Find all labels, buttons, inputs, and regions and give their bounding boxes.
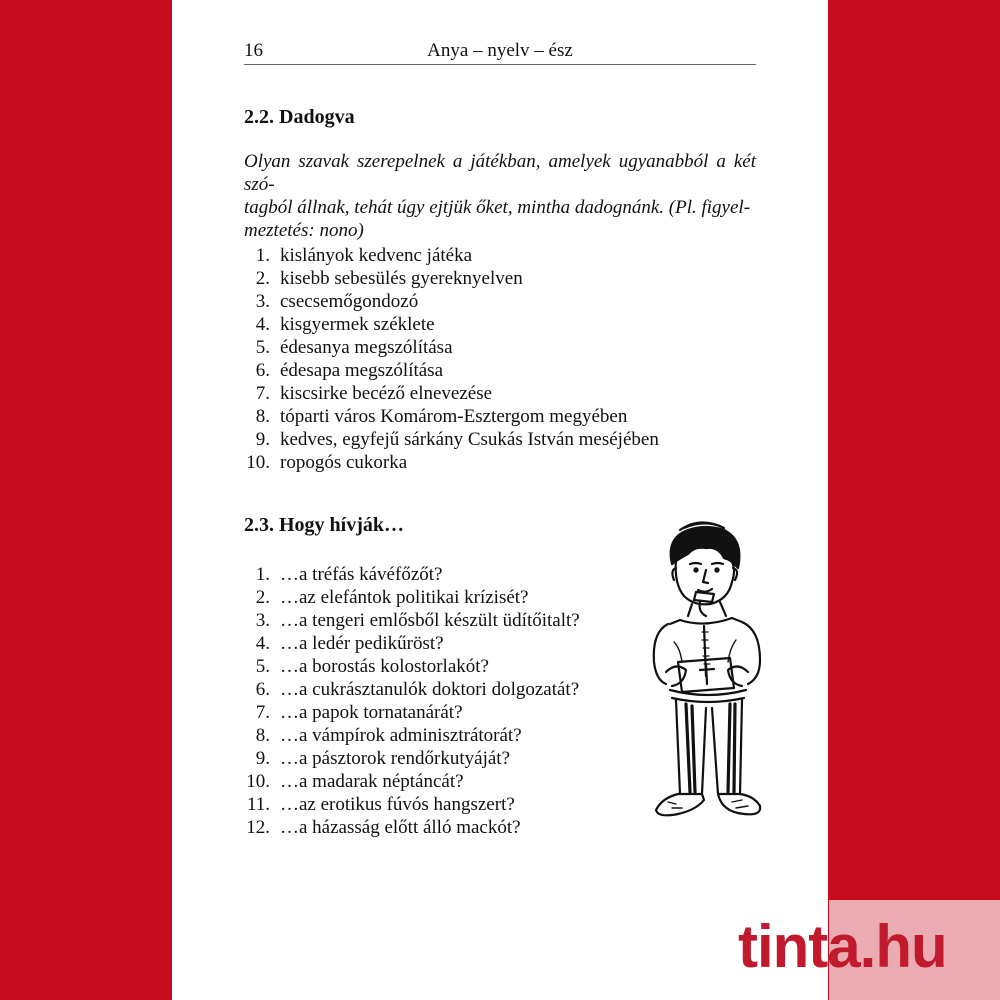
list-item: 8. tóparti város Komárom-Esztergom megyében (255, 406, 628, 427)
intro-line: tagból állnak, tehát úgy ejtjük őket, mintha dadognánk. (Pl. figyel- (244, 197, 751, 218)
list-item: 9. …a pásztorok rendőrkutyáját? (255, 748, 511, 769)
list-item: 12. …a házasság előtt álló mackót? (246, 817, 521, 838)
hogy-hivjak-list (244, 563, 580, 839)
list-item: 5. …a borostás kolostorlakót? (255, 656, 489, 677)
list-item: 9. kedves, egyfejű sárkány Csukás István meséjében (255, 429, 659, 450)
list-item: 11. …az erotikus fúvós hangszert? (246, 794, 515, 815)
book-page (172, 0, 828, 1000)
page-number: 16 (244, 40, 263, 61)
list-item: 2. kisebb sebesülés gyereknyelven (255, 268, 523, 289)
list-item: 1. kislányok kedvenc játéka (255, 245, 473, 266)
list-item: 6. …a cukrásztanulók doktori dolgozatát? (255, 679, 580, 700)
list-item: 8. …a vámpírok adminisztrátorát? (255, 725, 522, 746)
list-item: 3. csecsemőgondozó (255, 291, 419, 312)
list-item: 4. …a ledér pedikűröst? (255, 633, 444, 654)
watermark-logo: tinta.hu (738, 913, 947, 980)
list-item: 10. …a madarak néptáncát? (246, 771, 464, 792)
dadogva-list (244, 244, 659, 474)
intro-line: meztetés: nono) (244, 220, 364, 241)
intro-line: Olyan szavak szerepelnek a játékban, amelyek ugyanabból a két szó- (244, 151, 756, 195)
list-item: 3. …a tengeri emlősből készült üdítőitalt? (255, 610, 580, 631)
section-title-hogy-hivjak: 2.3. Hogy hívják… (244, 514, 405, 536)
list-item: 7. kiscsirke becéző elnevezése (255, 383, 493, 404)
list-item: 10. ropogós cukorka (246, 452, 408, 473)
page-header (244, 36, 756, 65)
section-intro (244, 150, 756, 242)
list-item: 6. édesapa megszólítása (255, 360, 444, 381)
monk-illustration (632, 512, 782, 824)
list-item: 4. kisgyermek széklete (255, 314, 435, 335)
list-item: 2. …az elefántok politikai krízisét? (255, 587, 529, 608)
running-title: Anya – nyelv – ész (427, 40, 573, 61)
section-title-dadogva: 2.2. Dadogva (244, 106, 355, 128)
list-item: 5. édesanya megszólítása (255, 337, 453, 358)
list-item: 1. …a tréfás kávéfőzőt? (255, 564, 443, 585)
list-item: 7. …a papok tornatanárát? (255, 702, 463, 723)
